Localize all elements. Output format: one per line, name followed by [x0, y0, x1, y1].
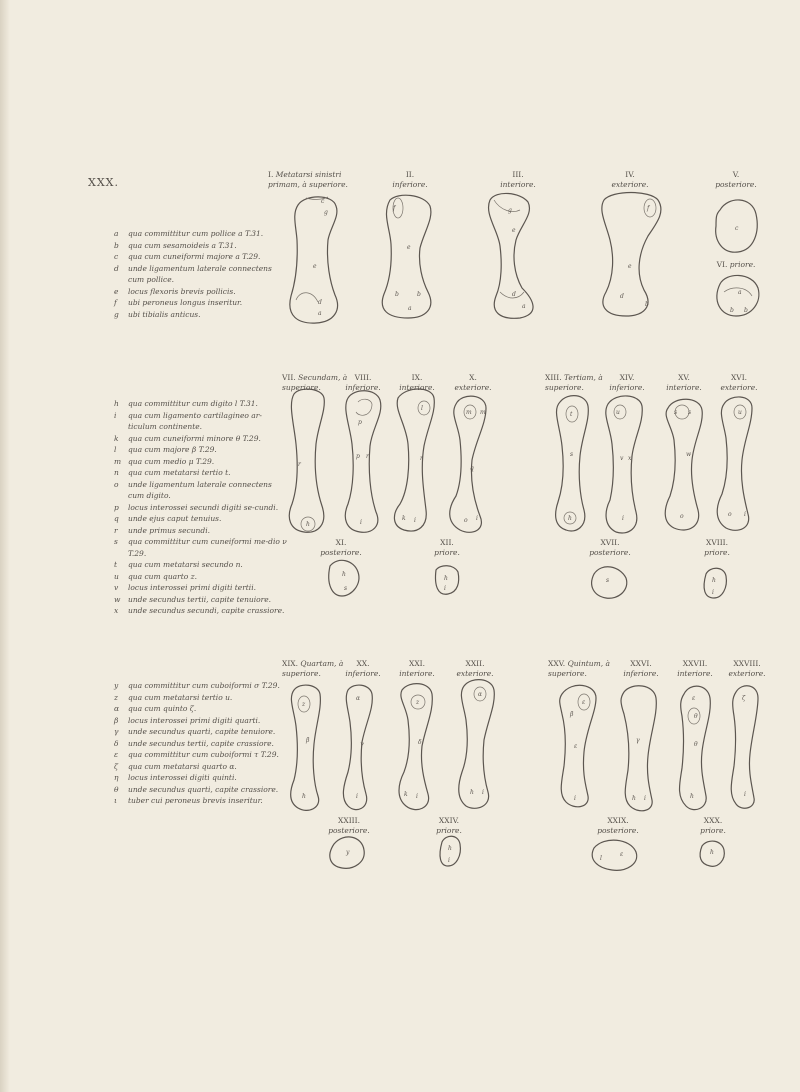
svg-text:ε: ε — [582, 699, 586, 706]
bone-fig-22 — [459, 680, 495, 809]
legend-letter: η — [114, 773, 119, 782]
svg-text:d: d — [318, 299, 322, 306]
legend-letter: b — [114, 240, 119, 250]
svg-text:o: o — [464, 517, 468, 524]
svg-text:e: e — [512, 227, 516, 234]
svg-text:e: e — [628, 263, 632, 270]
legend-letter: z — [114, 692, 118, 702]
bone-fig-24 — [440, 836, 460, 866]
svg-text:m: m — [466, 409, 472, 416]
legend-text: locus flexoris brevis pollicis. — [128, 286, 236, 296]
svg-text:δ: δ — [418, 739, 422, 746]
legend-letter: l — [114, 445, 117, 454]
svg-text:b: b — [730, 307, 734, 314]
caption-fig-15: XV. interiore. — [666, 373, 702, 392]
svg-text:θ: θ — [694, 713, 698, 720]
svg-text:l: l — [421, 405, 423, 412]
svg-text:i: i — [356, 793, 358, 800]
caption-fig-10: X. exteriore. — [454, 373, 492, 392]
svg-text:i: i — [744, 791, 746, 798]
svg-text:o: o — [680, 513, 684, 520]
svg-text:g: g — [508, 207, 512, 214]
legend-letter: e — [114, 286, 119, 296]
svg-text:y: y — [346, 849, 350, 856]
legend-letter: m — [114, 456, 122, 466]
caption-fig-3: III. interiore. — [500, 170, 536, 189]
legend-text: unde secundus secundi, capite crassiore. — [128, 606, 285, 615]
svg-text:i: i — [416, 793, 418, 800]
svg-text:w: w — [686, 451, 692, 458]
legend-text: qua cum ligamento cartilagineo ar-ticulum continente. — [128, 410, 262, 431]
legend-letter: x — [114, 606, 119, 615]
legend-text: qua cum quinto ζ. — [128, 704, 197, 713]
svg-text:l: l — [600, 855, 602, 862]
svg-text:a: a — [408, 305, 412, 312]
svg-text:f: f — [647, 205, 650, 212]
legend-text: unde secundus tertii, capite crassiore. — [128, 738, 274, 748]
svg-text:γ: γ — [636, 737, 640, 744]
legend-text: ubi peroneus longus inseritur. — [128, 298, 243, 307]
legend-text: qua committitur cum cuneiformi me-dio ν T.29. — [128, 537, 287, 558]
svg-text:d: d — [620, 293, 624, 300]
bone-fig-20 — [343, 685, 372, 810]
svg-text:v: v — [620, 455, 624, 462]
svg-text:i: i — [444, 585, 446, 592]
svg-text:ε: ε — [692, 695, 696, 702]
legend-letter: s — [114, 537, 118, 546]
svg-text:s: s — [606, 577, 610, 584]
legend-text: qua cum metatarsi secundo n. — [128, 560, 243, 569]
bone-fig-11 — [329, 560, 359, 596]
legend-letter: δ — [114, 738, 119, 748]
bone-fig-10 — [450, 396, 486, 532]
legend-text: qua committitur cum cuboiformi σ T.29. — [128, 681, 280, 690]
legend-letter: v — [114, 583, 119, 592]
legend-text: qua cum medio μ T.29. — [128, 456, 215, 466]
svg-text:i: i — [644, 795, 646, 802]
legend-letter: ε — [114, 750, 119, 759]
caption-fig-29: XXIX. posteriore. — [597, 816, 639, 835]
svg-text:u: u — [738, 409, 742, 416]
svg-text:z: z — [302, 701, 306, 708]
caption-fig-14: XIV. inferiore. — [609, 373, 645, 392]
svg-text:h: h — [306, 521, 310, 528]
legend-letter: a — [114, 229, 119, 238]
svg-text:θ: θ — [694, 741, 698, 748]
svg-text:h: h — [470, 789, 474, 796]
bone-fig-14 — [606, 396, 642, 533]
svg-text:α: α — [356, 695, 361, 702]
legend-letter: w — [114, 594, 121, 604]
bone-fig-1 — [290, 197, 338, 323]
svg-text:e: e — [407, 244, 411, 251]
bone-fig-12 — [436, 566, 459, 595]
svg-text:i: i — [360, 519, 362, 526]
caption-fig-17: XVII. posteriore. — [589, 538, 631, 557]
caption-fig-21: XXI. interiore. — [399, 659, 435, 678]
svg-text:m: m — [480, 409, 486, 416]
legend-text: qua cum cuneiformi minore θ T.29. — [128, 433, 261, 443]
svg-text:h: h — [342, 571, 346, 578]
bone-fig-3 — [489, 193, 534, 318]
svg-text:i: i — [448, 857, 450, 864]
caption-fig-1: I. Metatarsi sinistri primam, à superiore. — [268, 170, 348, 189]
svg-text:c: c — [321, 198, 325, 205]
svg-text:h: h — [448, 845, 452, 852]
plate-number: XXX. — [88, 176, 119, 189]
svg-text:h: h — [444, 575, 448, 582]
svg-text:h: h — [690, 793, 694, 800]
caption-fig-22: XXII. exteriore. — [456, 659, 494, 678]
svg-text:i: i — [574, 795, 576, 802]
svg-text:r: r — [420, 455, 423, 462]
legend-letter: γ — [114, 727, 119, 736]
legend-text: ubi tibialis anticus. — [128, 309, 201, 319]
legend-letter: β — [114, 715, 119, 725]
svg-text:x: x — [628, 455, 632, 462]
legend-letter: o — [114, 479, 119, 489]
caption-fig-24: XXIV. priore. — [436, 816, 462, 835]
caption-fig-26: XXVI. inferiore. — [623, 659, 659, 678]
svg-text:o: o — [728, 511, 732, 518]
bone-fig-23 — [330, 837, 364, 868]
svg-text:s: s — [674, 409, 678, 416]
legend-letter: q — [114, 514, 119, 523]
legend-letter: n — [114, 468, 119, 477]
caption-fig-4: IV. exteriore. — [611, 170, 649, 189]
legend-text: unde secundus tertii, capite tenuiore. — [128, 594, 272, 604]
legend-letter: c — [114, 252, 119, 261]
svg-text:i: i — [482, 789, 484, 796]
bone-fig-8 — [345, 391, 381, 533]
legend-letter: i — [114, 410, 117, 420]
svg-text:ζ: ζ — [742, 695, 746, 702]
legend-text: locus interossei secundi digiti se-cundi. — [128, 502, 279, 512]
legend-text: qua cum metatarsi quarto α. — [128, 761, 237, 771]
bone-fig-15 — [665, 399, 702, 530]
bone-fig-21 — [399, 684, 432, 810]
bone-fig-30 — [700, 841, 724, 866]
svg-text:z: z — [416, 699, 420, 706]
caption-fig-25: XXV. Quintum, à superiore. — [548, 659, 610, 678]
legend-text: qua cum quarto z. — [128, 571, 197, 581]
legend-text: unde ligamentum laterale connectens cum digito. — [128, 479, 272, 500]
legend-letter: r — [114, 525, 118, 535]
legend-letter: h — [114, 399, 119, 408]
svg-text:e: e — [313, 263, 317, 270]
svg-text:i: i — [712, 589, 714, 596]
svg-text:h: h — [568, 515, 572, 522]
legend-letter: ι — [114, 796, 117, 805]
bone-fig-7 — [289, 389, 324, 532]
svg-text:b: b — [645, 301, 649, 308]
svg-text:γ: γ — [360, 741, 364, 748]
svg-text:p: p — [358, 419, 362, 426]
svg-text:r: r — [298, 461, 301, 468]
svg-text:ε: ε — [620, 851, 624, 858]
caption-fig-16: XVI. exteriore. — [720, 373, 758, 392]
svg-text:d: d — [512, 291, 516, 298]
bone-fig-25 — [560, 685, 596, 807]
bone-fig-4 — [602, 193, 661, 317]
svg-text:s: s — [570, 451, 574, 458]
svg-text:t: t — [570, 411, 573, 418]
svg-text:a: a — [738, 289, 742, 296]
bone-fig-18 — [704, 568, 726, 598]
svg-text:ε: ε — [574, 743, 578, 750]
svg-text:h: h — [302, 793, 306, 800]
caption-fig-27: XXVII. interiore. — [677, 659, 713, 678]
legend-text: qua committitur cum cuboiformi τ T.29. — [128, 750, 279, 759]
caption-fig-20: XX. inferiore. — [345, 659, 381, 678]
legend-text: unde secundus quarti, capite crassiore. — [128, 784, 279, 794]
svg-text:α: α — [478, 691, 483, 698]
svg-text:p: p — [356, 453, 360, 460]
svg-text:b: b — [395, 291, 399, 298]
svg-text:b: b — [744, 307, 748, 314]
legend-text: unde ejus caput tenuius. — [128, 514, 222, 523]
caption-fig-30: XXX. priore. — [700, 816, 726, 835]
svg-text:h: h — [632, 795, 636, 802]
legend-text: qua cum sesamoideis a T.31. — [128, 240, 237, 250]
bone-fig-6 — [717, 275, 759, 316]
svg-text:a: a — [522, 303, 526, 310]
caption-fig-5: V. posteriore. — [715, 170, 757, 189]
svg-text:s: s — [688, 409, 692, 416]
caption-fig-8: VIII. inferiore. — [345, 373, 381, 392]
legend-text: unde ligamentum laterale connectens cum pollice. — [128, 263, 272, 284]
svg-text:c: c — [735, 225, 739, 232]
legend-letter: y — [114, 681, 119, 690]
legend-text: locus interossei primi digiti tertii. — [128, 583, 256, 592]
bone-fig-17 — [592, 567, 627, 599]
legend-letter: g — [114, 309, 119, 319]
caption-fig-13: XIII. Tertiam, à superiore. — [545, 373, 603, 392]
bone-fig-9 — [394, 389, 434, 531]
caption-fig-7: VII. Secundam, à superiore. — [282, 373, 348, 392]
bone-fig-2 — [382, 195, 431, 318]
caption-fig-2: II. inferiore. — [392, 170, 428, 189]
legend-letter: d — [114, 263, 119, 273]
caption-fig-6: VI. priore. — [716, 260, 756, 269]
legend-text: qua committitur cum digito l T.31. — [128, 399, 258, 408]
bone-fig-5 — [716, 200, 758, 252]
svg-text:i: i — [476, 515, 478, 522]
legend-text: locus interossei primi digiti quarti. — [128, 715, 261, 725]
legend-letter: u — [114, 571, 119, 581]
svg-text:k: k — [402, 515, 406, 522]
legend-text: qua cum metatarsi tertio u. — [128, 692, 233, 702]
bone-fig-19 — [291, 685, 321, 810]
caption-fig-12: XII. priore. — [434, 538, 460, 557]
bone-fig-16 — [717, 397, 752, 530]
svg-text:b: b — [417, 291, 421, 298]
svg-text:s: s — [344, 585, 348, 592]
legend-text: unde secundus quarti, capite tenuiore. — [128, 727, 276, 736]
svg-text:h: h — [712, 577, 716, 584]
caption-fig-18: XVIII. priore. — [704, 538, 730, 557]
legend-text: locus interossei digiti quinti. — [128, 773, 237, 782]
svg-text:k: k — [404, 791, 408, 798]
legend-text: tuber cui peroneus brevis inseritur. — [128, 796, 263, 805]
bone-fig-28 — [731, 686, 758, 809]
legend-text: qua cum majore β T.29. — [128, 445, 217, 454]
bone-fig-27 — [680, 686, 711, 810]
svg-text:r: r — [366, 453, 369, 460]
legend-letter: ζ — [114, 761, 119, 771]
caption-fig-9: IX. interiore. — [399, 373, 435, 392]
legend-letter: t — [114, 560, 118, 569]
legend-text: unde primus secundi. — [128, 525, 210, 535]
legend-letter: f — [114, 298, 117, 307]
caption-fig-28: XXVIII. exteriore. — [728, 659, 766, 678]
bone-fig-13 — [556, 396, 589, 531]
svg-text:a: a — [318, 310, 322, 317]
caption-fig-11: XI. posteriore. — [320, 538, 362, 557]
svg-text:i: i — [744, 511, 746, 518]
legend-letter: k — [114, 433, 119, 443]
bone-fig-29 — [592, 840, 636, 870]
svg-text:β: β — [570, 711, 574, 718]
legend-letter: θ — [114, 784, 119, 794]
legend-text: qua cum metatarsi tertio t. — [128, 468, 231, 477]
svg-text:g: g — [324, 209, 328, 216]
bone-fig-26 — [621, 686, 656, 811]
svg-text:u: u — [616, 409, 620, 416]
legend-letter: p — [114, 502, 119, 512]
svg-text:i: i — [414, 517, 416, 524]
svg-text:β: β — [306, 737, 310, 744]
caption-fig-23: XXIII. posteriore. — [328, 816, 370, 835]
legend-letter: α — [114, 704, 120, 713]
caption-fig-19: XIX. Quartam, à superiore. — [282, 659, 344, 678]
svg-text:q: q — [470, 465, 474, 472]
legend-text: qua cum cuneiformi majore a T.29. — [128, 252, 261, 261]
svg-text:f: f — [393, 205, 396, 212]
svg-text:i: i — [622, 515, 624, 522]
legend-text: qua committitur cum pollice a T.31. — [128, 229, 264, 238]
svg-text:h: h — [710, 849, 714, 856]
